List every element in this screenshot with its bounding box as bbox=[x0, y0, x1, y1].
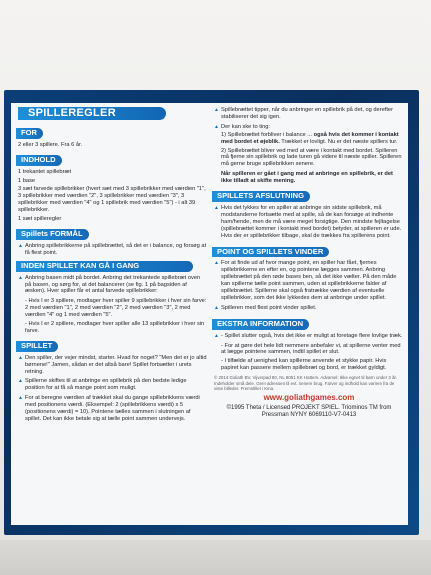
spillet-text-1: ▲ Den spiller, der vejer mindst, starter. Hvad for noget? "Men det er jo altid børnene!" Jamen, sådan er det altså bare! Spillet fortsætter i urets retning. bbox=[18, 355, 207, 376]
case-1-a: 1) Spillebrættet forbliver i balance ... bbox=[221, 131, 314, 138]
credit-line-1: ©1995 Theta / Licensed PROJEKT SPIEL. Triominos TM from bbox=[226, 405, 392, 412]
credit-line-2: Pressman NYNY 6069110-V7-0413 bbox=[261, 412, 357, 419]
case-1-c: Trækket er lovligt. Nu er det næste spillers tur. bbox=[279, 138, 398, 145]
heading-formaal: Spillets FORMÅL bbox=[16, 229, 89, 240]
spillet-text-3: ▲ For at beregne værdien af trækket skal du gange spillebrikkens værdi med positionens værdi. (Eksempel: 2 (spillebrikkens værdi) x 5 (positionens værdi) = 10). Pointene tælles sammen i slutningen af spillet. Det kan ikke betale sig at tælle point sammen undervejs. bbox=[18, 395, 207, 423]
heading-indhold: INDHOLD bbox=[16, 155, 62, 166]
indhold-item-2: 1 base bbox=[18, 177, 36, 184]
inden-spillet-text-1: ▲ Anbring basen midt på bordet. Anbring det trekantede spillebræt oven på basen, og sørg for, at det balancerer (se fig. 1 på bagsiden af æsken). Hver spiller får et antal farvede spillebrikker: bbox=[18, 275, 207, 296]
legal-text: © 2014 Goliath BV, Vijverpad 80, NL 8051 KK Hattem. Advarsel: Ikke egnet til børn under 3 år. Indeholder små dele. Gem adressen til evt. senere brug. Farver og indhold kan variere fra de viste billeder. Fremstillet i Kina. bbox=[214, 375, 397, 391]
two-things-text: ▲ Der kan ske to ting: bbox=[214, 124, 404, 131]
point-text-2: ▲ Spilleren med flest point vinder spillet. bbox=[214, 305, 404, 312]
heading-inden-spillet: INDEN SPILLET KAN GÅ I GANG bbox=[16, 261, 193, 272]
ekstra-text-2: - For at gøre det hele lidt nemmere anbefaler vi, at spillerne venter med at lægge pointene sammen, indtil spillet er slut. bbox=[221, 342, 401, 356]
heading-for: FOR bbox=[16, 128, 43, 139]
heading-point-vinder: POINT OG SPILLETS VINDER bbox=[212, 247, 329, 258]
website-link[interactable]: www.goliathgames.com bbox=[263, 393, 355, 403]
heading-ekstra-info: EKSTRA INFORMATION bbox=[212, 319, 309, 330]
heading-afslutning: SPILLETS AFSLUTNING bbox=[212, 191, 310, 202]
right-column bbox=[214, 107, 404, 419]
case-1-b: også hvis det kommer i kontakt med bordet et øjeblik. bbox=[221, 131, 399, 145]
tipping-text: ▲ Spillebrættet tipper, når du anbringer en spillebrik på det, og derefter stabiliserer det sig igen. bbox=[214, 107, 404, 121]
indhold-item-4: 1 sæt spilleregler bbox=[18, 216, 62, 223]
inden-spillet-text-3: - Hvis I er 2 spillere, modtager hver spiller alle 13 spillebrikker i hver sin farve. bbox=[25, 321, 205, 334]
case-2-text: 2) Spillebrættet bliver ved med at være i kontakt med bordet. Spilleren må fjerne sin spillebrik og lade turen gå videre til næste spiller. Spilleren må gerne bruge spillebrikken senere. bbox=[221, 147, 402, 168]
point-text-1: ▲ For at finde ud af hvor mange point, en spiller har fået, fjernes spillebrikkerne en efter en, og pointene lægges sammen. Anbring spillebrættet på den røde bases ben, så det ikke vælter. På den måde kan spillerne tælle point sammen, uden at spillebrikkerne falder af spillebrættet. Spillerne skal også fratrække værdien af eventuelle spillebrikker, som det ikke lykkedes dem at anbringe under spillet. bbox=[214, 260, 404, 301]
no-change-mind-text: Når spilleren er gået i gang med at anbringe en spillebrik, er det ikke tilladt at skifte mening. bbox=[221, 171, 393, 185]
indhold-item-1: 1 trekantet spillebræt bbox=[18, 168, 72, 175]
rules-page bbox=[11, 103, 408, 525]
inden-spillet-text-2: - Hvis I er 3 spillere, modtager hver spiller 9 spillebrikker i hver sin farve: 2 med værdien "1", 2 med værdien "2", 2 med værdien "3", 2 med værdien "4" og 1 med værdien "5". bbox=[25, 298, 207, 319]
afslutning-text: ▲ Hvis det lykkes for en spiller at anbringe sin sidste spillebrik, må modstanderne fortsætte med at spille, så de kan forsøge at indhente ham/hende, men de må være meget forsigtige. Den mindste fejltagelse (spillebrættet kommer i kontakt med bordet) betyder, at spilleren er ude. Hvis der er spillebrikker tilbage, skal de trækkes fra spillerens point. bbox=[214, 205, 404, 240]
heading-spillet: SPILLET bbox=[16, 341, 58, 352]
ekstra-text-1: ▲ - Spillet slutter også, hvis det ikke er muligt at foretage flere lovlige træk. bbox=[214, 333, 404, 340]
ekstra-text-3: - I tilfælde af uenighed kan spillerne anvende et stykke papir. Hvis papiret kan passere mellem spillebræt og bord, er trækket gyldigt. bbox=[221, 358, 387, 372]
spillet-text-2: ▲ Spillerne skiftes til at anbringe en spillebrik på den bedste ledige position for at få så mange point som muligt. bbox=[18, 378, 207, 392]
case-1-text bbox=[214, 132, 404, 146]
page-title: SPILLEREGLER bbox=[18, 107, 166, 120]
left-column bbox=[18, 107, 207, 426]
for-text: 2 eller 3 spillere. Fra 6 år. bbox=[18, 141, 83, 148]
formaal-text: ▲ Anbring spillebrikkerne på spillebrættet, så det er i balance, og forsøg at få flest point. bbox=[18, 243, 207, 257]
booklet-edge bbox=[0, 540, 431, 575]
indhold-item-3: 3 sæt farvede spillebrikker (hvert sæt med 3 spillebrikker med værdien "1", 3 spillebrikker med værdien "2", 3 spillebrikker med værdien "3", 3 spillebrikker med værdien "4" og 1 spillebrik med værdien "5") - i alt 39 spillebrikker. bbox=[18, 186, 206, 214]
